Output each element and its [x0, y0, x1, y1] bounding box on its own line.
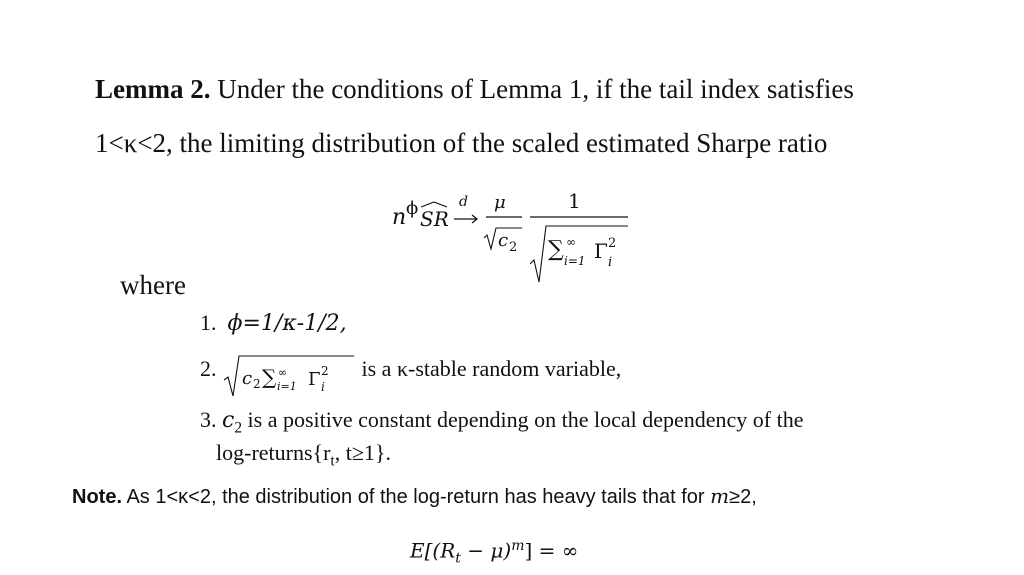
item2-sum: ∑: [262, 365, 277, 389]
formula-c: c: [498, 230, 509, 251]
item2-c: c: [242, 368, 253, 389]
converge-arrow-icon: [454, 215, 477, 223]
condition-item-3: [200, 407, 803, 437]
lemma-label: Lemma 2.: [95, 74, 211, 104]
formula-n: n: [392, 205, 407, 230]
formula-sum-upper: ∞: [566, 235, 576, 249]
note-label: Note.: [72, 486, 122, 508]
where-label: where: [120, 270, 186, 300]
item-text: is a κ-stable random variable,: [361, 356, 622, 381]
item2-gamma-sup: 2: [321, 364, 329, 378]
lemma-line-1: [95, 74, 854, 105]
note-line: [72, 484, 757, 509]
moment-formula-b: − μ): [460, 538, 512, 563]
item2-gamma-sub: i: [321, 380, 325, 394]
item3-r-sub: t: [330, 452, 335, 470]
moment-formula-rest: ] = ∞: [524, 538, 579, 563]
formula-gamma-sub: i: [608, 255, 613, 270]
item-text: ϕ=1/κ-1/2,: [227, 311, 347, 336]
moment-formula: [410, 538, 578, 567]
formula-svg: [390, 186, 640, 286]
formula-sum-lower: i=1: [564, 254, 586, 268]
formula-mu: μ: [494, 192, 506, 213]
lemma-text-1: Under the conditions of Lemma 1, if the tail index satisfies: [210, 74, 854, 104]
formula-arrow-label: d: [459, 194, 468, 210]
formula-gamma: Γ: [594, 239, 608, 263]
moment-formula-sub: t: [455, 550, 461, 567]
condition-item-3-continued: [216, 440, 391, 470]
item2-sum-lower: i=1: [277, 380, 297, 393]
formula-sum: ∑: [548, 237, 564, 262]
item3-c: c: [222, 408, 235, 433]
formula-one: 1: [568, 189, 581, 213]
item3-text-d: , t≥1}.: [334, 440, 391, 465]
note-m: m: [710, 484, 730, 508]
note-text-b: ≥2,: [729, 486, 757, 508]
item-number: 3.: [200, 407, 217, 432]
condition-item-2: [200, 352, 621, 398]
sqrt-expression: [222, 352, 356, 398]
item-number: 1.: [200, 310, 217, 335]
lemma-line-2: 1<κ<2, the limiting distribution of the scaled estimated Sharpe ratio: [95, 128, 828, 158]
formula-phi: ϕ: [406, 198, 419, 219]
sharpe-ratio-limit-formula: [390, 186, 640, 291]
formula-sr: SR: [420, 207, 449, 231]
item2-gamma: Γ: [308, 369, 321, 390]
moment-formula-pow: m: [511, 538, 525, 554]
item2-sum-upper: ∞: [278, 366, 288, 379]
item3-c-sub: 2: [234, 419, 243, 437]
formula-gamma-sup: 2: [608, 236, 617, 251]
moment-formula-a: E[(R: [410, 538, 456, 563]
item3-text-c: log-returns{r: [216, 440, 331, 465]
item2-c-sub: 2: [253, 377, 261, 391]
formula-c-sub: 2: [509, 240, 518, 255]
item-number: 2.: [200, 356, 217, 381]
condition-item-1: [200, 310, 347, 336]
note-text-a: As 1<κ<2, the distribution of the log-return has heavy tails that for: [122, 486, 711, 508]
item-text: is a positive constant depending on the local dependency of the: [242, 407, 804, 432]
